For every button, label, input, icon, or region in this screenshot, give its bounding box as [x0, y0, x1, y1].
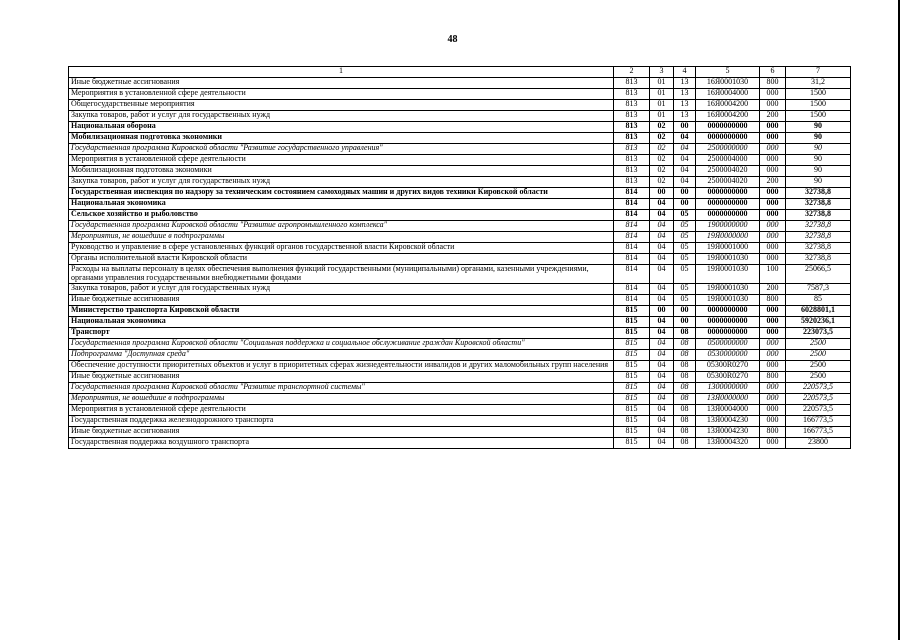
row-target-article: 13Я0004230 [696, 415, 760, 426]
row-admin-code: 815 [614, 415, 650, 426]
row-subsection: 00 [674, 305, 696, 316]
row-subsection: 08 [674, 437, 696, 448]
row-target-article: 2500004020 [696, 166, 760, 177]
row-amount: 2500 [786, 349, 851, 360]
row-name: Государственная программа Кировской области "Развитие государственного управления" [69, 144, 614, 155]
row-subsection: 13 [674, 100, 696, 111]
row-section: 04 [650, 382, 674, 393]
row-name: Иные бюджетные ассигнования [69, 294, 614, 305]
row-section: 04 [650, 415, 674, 426]
row-amount: 32738,8 [786, 210, 851, 221]
table-row [69, 426, 851, 437]
row-admin-code: 814 [614, 254, 650, 265]
row-admin-code: 813 [614, 166, 650, 177]
row-subsection: 05 [674, 294, 696, 305]
table-row [69, 415, 851, 426]
column-header: 1 [69, 67, 614, 78]
row-amount: 32738,8 [786, 254, 851, 265]
row-name: Министерство транспорта Кировской области [69, 305, 614, 316]
row-section: 04 [650, 349, 674, 360]
row-expense-type: 000 [760, 360, 786, 371]
row-subsection: 05 [674, 221, 696, 232]
row-name: Иные бюджетные ассигнования [69, 371, 614, 382]
row-target-article: 0500000000 [696, 338, 760, 349]
row-admin-code: 815 [614, 382, 650, 393]
row-name: Государственная программа Кировской области "Социальная поддержка и социальное обслуживание граждан Кировской области" [69, 338, 614, 349]
row-name: Мероприятия в установленной сфере деятельности [69, 404, 614, 415]
row-section: 04 [650, 371, 674, 382]
row-target-article: 0530000000 [696, 349, 760, 360]
row-amount: 90 [786, 155, 851, 166]
row-admin-code: 815 [614, 305, 650, 316]
row-amount: 23800 [786, 437, 851, 448]
row-amount: 7587,3 [786, 283, 851, 294]
row-expense-type: 800 [760, 426, 786, 437]
row-amount: 1500 [786, 89, 851, 100]
table-row [69, 210, 851, 221]
row-subsection: 04 [674, 155, 696, 166]
row-subsection: 00 [674, 122, 696, 133]
page-edge-line [898, 0, 900, 640]
row-target-article: 0000000000 [696, 122, 760, 133]
page-number: 48 [447, 34, 458, 45]
row-section: 00 [650, 305, 674, 316]
row-subsection: 00 [674, 316, 696, 327]
budget-table [68, 66, 851, 449]
row-name: Расходы на выплаты персоналу в целях обеспечения выполнения функций государственными (муниципальными) органами, казенными учреждениями, органами управления государственными внебюджетными фондами [69, 265, 614, 284]
row-subsection: 08 [674, 382, 696, 393]
table-row [69, 100, 851, 111]
row-section: 04 [650, 404, 674, 415]
row-section: 02 [650, 144, 674, 155]
row-subsection: 13 [674, 89, 696, 100]
table-row [69, 294, 851, 305]
row-target-article: 19Я0001030 [696, 294, 760, 305]
row-amount: 220573,5 [786, 382, 851, 393]
row-amount: 166773,5 [786, 415, 851, 426]
row-name: Мобилизационная подготовка экономики [69, 133, 614, 144]
row-target-article: 2500004020 [696, 177, 760, 188]
row-admin-code: 815 [614, 338, 650, 349]
row-target-article: 13Я0004320 [696, 437, 760, 448]
row-expense-type: 000 [760, 382, 786, 393]
row-expense-type: 000 [760, 100, 786, 111]
row-expense-type: 000 [760, 316, 786, 327]
table-row [69, 265, 851, 284]
row-expense-type: 200 [760, 177, 786, 188]
row-admin-code: 814 [614, 283, 650, 294]
row-name: Мероприятия, не вошедшие в подпрограммы [69, 232, 614, 243]
table-row [69, 111, 851, 122]
row-target-article: 19Я0001030 [696, 265, 760, 284]
row-amount: 1500 [786, 111, 851, 122]
row-admin-code: 814 [614, 188, 650, 199]
row-target-article: 16Я0004200 [696, 100, 760, 111]
table-row [69, 166, 851, 177]
row-section: 01 [650, 111, 674, 122]
row-admin-code: 813 [614, 177, 650, 188]
table-body [69, 78, 851, 449]
row-section: 04 [650, 232, 674, 243]
row-name: Мероприятия в установленной сфере деятельности [69, 89, 614, 100]
row-name: Закупка товаров, работ и услуг для государственных нужд [69, 111, 614, 122]
row-section: 04 [650, 254, 674, 265]
row-target-article: 13Я0004230 [696, 426, 760, 437]
row-expense-type: 000 [760, 144, 786, 155]
row-name: Органы исполнительной власти Кировской области [69, 254, 614, 265]
row-admin-code: 814 [614, 199, 650, 210]
row-subsection: 05 [674, 210, 696, 221]
row-expense-type: 000 [760, 415, 786, 426]
row-section: 04 [650, 327, 674, 338]
row-expense-type: 200 [760, 111, 786, 122]
row-subsection: 04 [674, 177, 696, 188]
row-name: Обеспечение доступности приоритетных объектов и услуг в приоритетных сферах жизнедеятельности инвалидов и других маломобильных групп населения [69, 360, 614, 371]
row-expense-type: 000 [760, 199, 786, 210]
row-section: 02 [650, 166, 674, 177]
row-expense-type: 000 [760, 349, 786, 360]
row-subsection: 13 [674, 111, 696, 122]
row-expense-type: 000 [760, 166, 786, 177]
row-subsection: 04 [674, 144, 696, 155]
row-name: Подпрограмма "Доступная среда" [69, 349, 614, 360]
row-admin-code: 814 [614, 210, 650, 221]
row-target-article: 19Я0001030 [696, 254, 760, 265]
row-amount: 6028801,1 [786, 305, 851, 316]
table-row [69, 155, 851, 166]
table-row [69, 133, 851, 144]
row-expense-type: 200 [760, 283, 786, 294]
row-name: Государственная программа Кировской области "Развитие агропромышленного комплекса" [69, 221, 614, 232]
row-subsection: 04 [674, 166, 696, 177]
row-section: 04 [650, 437, 674, 448]
row-section: 01 [650, 100, 674, 111]
row-amount: 220573,5 [786, 393, 851, 404]
row-expense-type: 000 [760, 89, 786, 100]
row-expense-type: 000 [760, 243, 786, 254]
row-section: 04 [650, 338, 674, 349]
row-admin-code: 815 [614, 437, 650, 448]
row-subsection: 13 [674, 78, 696, 89]
table-row [69, 404, 851, 415]
row-section: 04 [650, 210, 674, 221]
row-section: 04 [650, 265, 674, 284]
row-amount: 90 [786, 133, 851, 144]
row-admin-code: 814 [614, 221, 650, 232]
row-section: 01 [650, 78, 674, 89]
table-row [69, 437, 851, 448]
row-admin-code: 813 [614, 122, 650, 133]
table-row [69, 349, 851, 360]
row-name: Государственная поддержка железнодорожного транспорта [69, 415, 614, 426]
row-admin-code: 815 [614, 404, 650, 415]
table-row [69, 254, 851, 265]
row-subsection: 05 [674, 265, 696, 284]
column-header: 7 [786, 67, 851, 78]
row-subsection: 08 [674, 349, 696, 360]
table-row [69, 393, 851, 404]
row-admin-code: 815 [614, 371, 650, 382]
row-admin-code: 813 [614, 155, 650, 166]
row-amount: 25066,5 [786, 265, 851, 284]
row-admin-code: 815 [614, 327, 650, 338]
row-target-article: 1300000000 [696, 382, 760, 393]
row-subsection: 08 [674, 393, 696, 404]
row-section: 04 [650, 316, 674, 327]
row-section: 02 [650, 155, 674, 166]
row-admin-code: 815 [614, 393, 650, 404]
column-header: 5 [696, 67, 760, 78]
row-target-article: 19Я0000000 [696, 232, 760, 243]
row-expense-type: 000 [760, 404, 786, 415]
row-admin-code: 815 [614, 349, 650, 360]
row-name: Транспорт [69, 327, 614, 338]
row-expense-type: 000 [760, 188, 786, 199]
row-admin-code: 814 [614, 232, 650, 243]
row-expense-type: 000 [760, 155, 786, 166]
table-row [69, 360, 851, 371]
table-row [69, 144, 851, 155]
row-expense-type: 800 [760, 294, 786, 305]
row-target-article: 16Я0001030 [696, 78, 760, 89]
row-subsection: 08 [674, 360, 696, 371]
row-subsection: 08 [674, 426, 696, 437]
row-subsection: 05 [674, 232, 696, 243]
table-row [69, 327, 851, 338]
table-row [69, 177, 851, 188]
row-expense-type: 000 [760, 437, 786, 448]
row-name: Закупка товаров, работ и услуг для государственных нужд [69, 177, 614, 188]
row-expense-type: 000 [760, 338, 786, 349]
table-row [69, 89, 851, 100]
row-admin-code: 815 [614, 426, 650, 437]
row-target-article: 0000000000 [696, 305, 760, 316]
row-subsection: 05 [674, 283, 696, 294]
table-row [69, 122, 851, 133]
row-name: Общегосударственные мероприятия [69, 100, 614, 111]
column-header: 4 [674, 67, 696, 78]
row-expense-type: 800 [760, 78, 786, 89]
row-amount: 2500 [786, 338, 851, 349]
row-amount: 5920236,1 [786, 316, 851, 327]
row-amount: 90 [786, 177, 851, 188]
row-subsection: 00 [674, 199, 696, 210]
row-name: Мобилизационная подготовка экономики [69, 166, 614, 177]
row-amount: 90 [786, 122, 851, 133]
row-expense-type: 000 [760, 305, 786, 316]
row-subsection: 08 [674, 371, 696, 382]
row-section: 04 [650, 426, 674, 437]
row-expense-type: 800 [760, 371, 786, 382]
row-subsection: 08 [674, 327, 696, 338]
row-target-article: 0000000000 [696, 316, 760, 327]
row-admin-code: 813 [614, 89, 650, 100]
row-section: 04 [650, 393, 674, 404]
row-expense-type: 100 [760, 265, 786, 284]
row-name: Закупка товаров, работ и услуг для государственных нужд [69, 283, 614, 294]
row-section: 02 [650, 133, 674, 144]
row-amount: 223073,5 [786, 327, 851, 338]
row-amount: 2500 [786, 360, 851, 371]
row-section: 04 [650, 221, 674, 232]
row-admin-code: 813 [614, 133, 650, 144]
row-target-article: 0000000000 [696, 199, 760, 210]
row-amount: 32738,8 [786, 232, 851, 243]
row-section: 04 [650, 199, 674, 210]
row-name: Иные бюджетные ассигнования [69, 426, 614, 437]
row-target-article: 13Я0000000 [696, 393, 760, 404]
row-expense-type: 000 [760, 232, 786, 243]
row-target-article: 19Я0001030 [696, 283, 760, 294]
table-row [69, 338, 851, 349]
table-row [69, 305, 851, 316]
row-amount: 166773,5 [786, 426, 851, 437]
row-section: 04 [650, 283, 674, 294]
row-admin-code: 813 [614, 78, 650, 89]
row-section: 04 [650, 243, 674, 254]
row-amount: 220573,5 [786, 404, 851, 415]
row-target-article: 0000000000 [696, 327, 760, 338]
row-target-article: 05300R0270 [696, 360, 760, 371]
row-name: Национальная экономика [69, 316, 614, 327]
table-row [69, 78, 851, 89]
row-amount: 1500 [786, 100, 851, 111]
row-target-article: 13Я0004000 [696, 404, 760, 415]
row-admin-code: 813 [614, 144, 650, 155]
row-name: Государственная поддержка воздушного транспорта [69, 437, 614, 448]
row-subsection: 05 [674, 254, 696, 265]
row-amount: 32738,8 [786, 221, 851, 232]
row-target-article: 0000000000 [696, 133, 760, 144]
table-row [69, 199, 851, 210]
table-row [69, 232, 851, 243]
table-row [69, 188, 851, 199]
row-target-article: 16Я0004200 [696, 111, 760, 122]
table-header-row [69, 67, 851, 78]
row-name: Государственная программа Кировской области "Развитие транспортной системы" [69, 382, 614, 393]
table-row [69, 221, 851, 232]
row-admin-code: 814 [614, 265, 650, 284]
row-expense-type: 000 [760, 210, 786, 221]
row-amount: 32738,8 [786, 199, 851, 210]
row-name: Мероприятия, не вошедшие в подпрограммы [69, 393, 614, 404]
row-admin-code: 814 [614, 243, 650, 254]
row-target-article: 1900000000 [696, 221, 760, 232]
row-admin-code: 813 [614, 100, 650, 111]
table-row [69, 382, 851, 393]
table-row [69, 243, 851, 254]
row-target-article: 2500004000 [696, 155, 760, 166]
row-section: 04 [650, 360, 674, 371]
row-amount: 32738,8 [786, 188, 851, 199]
row-amount: 32738,8 [786, 243, 851, 254]
row-expense-type: 000 [760, 393, 786, 404]
row-expense-type: 000 [760, 133, 786, 144]
row-subsection: 05 [674, 243, 696, 254]
row-name: Государственная инспекция по надзору за техническим состоянием самоходных машин и других видов техники Кировской области [69, 188, 614, 199]
row-amount: 31,2 [786, 78, 851, 89]
row-name: Руководство и управление в сфере установленных функций органов государственной власти Кировской области [69, 243, 614, 254]
row-name: Иные бюджетные ассигнования [69, 78, 614, 89]
row-subsection: 00 [674, 188, 696, 199]
column-header: 2 [614, 67, 650, 78]
row-subsection: 04 [674, 133, 696, 144]
row-target-article: 19Я0001000 [696, 243, 760, 254]
row-target-article: 05300R0270 [696, 371, 760, 382]
row-expense-type: 000 [760, 221, 786, 232]
row-section: 02 [650, 177, 674, 188]
row-expense-type: 000 [760, 122, 786, 133]
column-header: 3 [650, 67, 674, 78]
row-expense-type: 000 [760, 254, 786, 265]
row-target-article: 2500000000 [696, 144, 760, 155]
table-row [69, 371, 851, 382]
row-subsection: 08 [674, 338, 696, 349]
table-row [69, 316, 851, 327]
row-amount: 90 [786, 144, 851, 155]
row-subsection: 08 [674, 404, 696, 415]
row-section: 01 [650, 89, 674, 100]
row-admin-code: 814 [614, 294, 650, 305]
row-section: 00 [650, 188, 674, 199]
row-amount: 90 [786, 166, 851, 177]
row-name: Мероприятия в установленной сфере деятельности [69, 155, 614, 166]
row-name: Национальная оборона [69, 122, 614, 133]
row-admin-code: 815 [614, 360, 650, 371]
row-target-article: 0000000000 [696, 188, 760, 199]
row-amount: 2500 [786, 371, 851, 382]
row-section: 02 [650, 122, 674, 133]
row-amount: 85 [786, 294, 851, 305]
row-section: 04 [650, 294, 674, 305]
row-admin-code: 813 [614, 111, 650, 122]
row-subsection: 08 [674, 415, 696, 426]
row-target-article: 16Я0004000 [696, 89, 760, 100]
table-row [69, 283, 851, 294]
column-header: 6 [760, 67, 786, 78]
row-admin-code: 815 [614, 316, 650, 327]
row-target-article: 0000000000 [696, 210, 760, 221]
row-expense-type: 000 [760, 327, 786, 338]
row-name: Сельское хозяйство и рыболовство [69, 210, 614, 221]
row-name: Национальная экономика [69, 199, 614, 210]
